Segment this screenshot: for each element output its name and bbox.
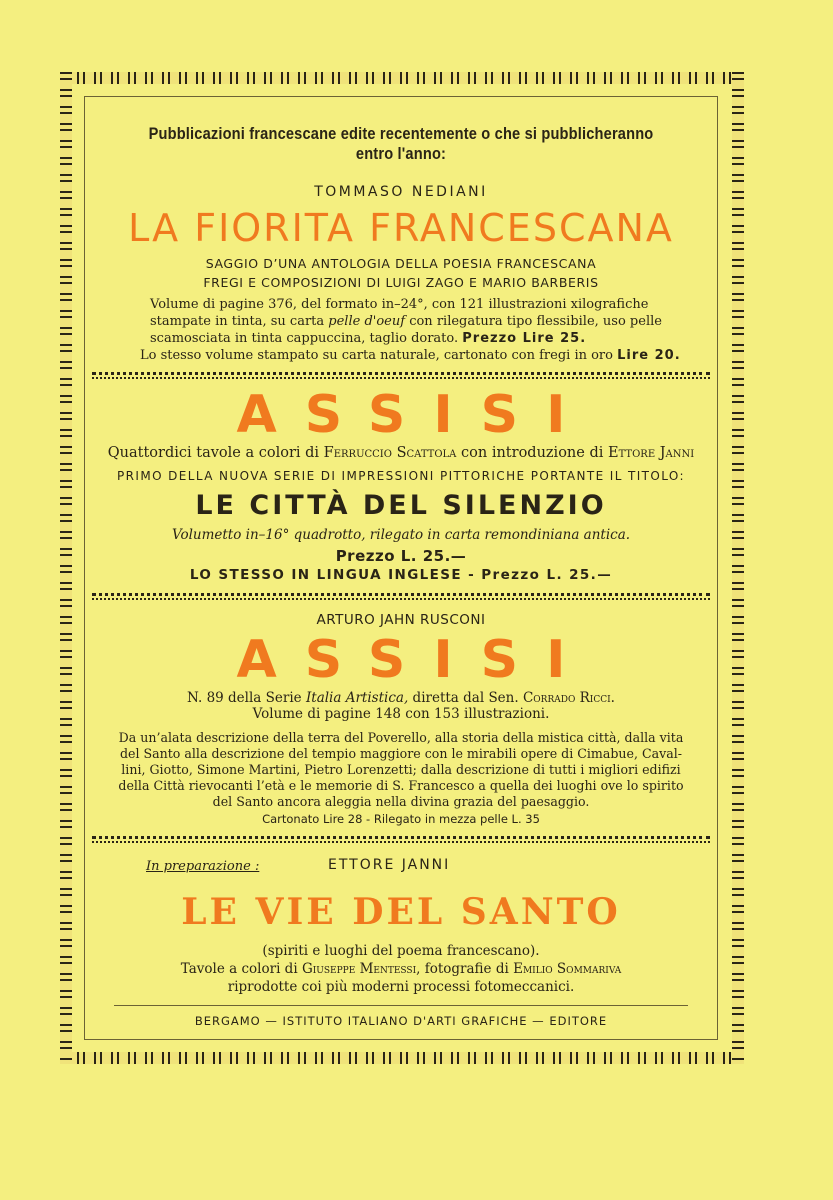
book2-format: Volumetto in–16° quadrotto, rilegato in carta remondiniana antica. xyxy=(171,527,631,543)
book1-author: TOMMASO NEDIANI xyxy=(314,184,488,200)
book4-line3: riprodotte coi più moderni processi fotomeccanici. xyxy=(227,979,575,995)
book1-desc2: stampate in tinta, su carta pelle d'oeuf con rilegatura tipo flessibile, uso pelle xyxy=(150,314,662,329)
book3-line2: Volume di pagine 148 con 153 illustrazioni. xyxy=(252,706,550,722)
book3-line1: N. 89 della Serie Italia Artistica, diretta dal Sen. Corrado Ricci. xyxy=(187,690,615,706)
book4-line2: Tavole a colori di Giuseppe Mentessi, fotografie di Emilio Sommariva xyxy=(180,961,622,977)
book3-author: ARTURO JAHN RUSCONI xyxy=(316,612,486,628)
book1-price: Prezzo Lire 25. xyxy=(462,331,587,346)
book1-desc4: Lo stesso volume stampato su carta naturale, cartonato con fregi in oro Lire 20. xyxy=(140,348,681,363)
page-header: Pubblicazioni francescane edite recentemente o che si pubblicheranno entro l'anno: xyxy=(148,124,654,163)
right-ornament-border xyxy=(732,72,744,1064)
book1-desc3: scamosciata in tinta cappuccina, taglio dorato. Prezzo Lire 25. xyxy=(150,331,587,346)
in-preparation-label: In preparazione : xyxy=(146,859,260,874)
book2-line2: PRIMO DELLA NUOVA SERIE DI IMPRESSIONI PITTORICHE PORTANTE IL TITOLO: xyxy=(117,469,685,483)
book2-english-price: LO STESSO IN LINGUA INGLESE - Prezzo L. 25.— xyxy=(189,567,613,583)
book4-author: ETTORE JANNI xyxy=(328,857,451,873)
divider xyxy=(92,593,710,596)
book1-subtitle2: FREGI E COMPOSIZIONI DI LUIGI ZAGO E MARIO BARBERIS xyxy=(203,275,599,290)
book4-line1: (spiriti e luoghi del poema francescano). xyxy=(262,943,540,959)
footer-rule xyxy=(114,1005,688,1006)
book1-desc1: Volume di pagine 376, del formato in–24°, con 121 illustrazioni xilografiche xyxy=(150,297,649,312)
divider xyxy=(92,598,710,600)
book1-price-alt: Lire 20. xyxy=(617,348,681,363)
book2-line1: Quattordici tavole a colori di Ferruccio Scattola con introduzione di Ettore Janni xyxy=(107,445,695,461)
book2-title: ASSISI xyxy=(236,385,594,445)
divider xyxy=(92,377,710,379)
divider xyxy=(92,836,710,839)
top-ornament-border xyxy=(60,72,744,84)
book3-title: ASSISI xyxy=(236,630,594,690)
book1-subtitle1: SAGGIO D’UNA ANTOLOGIA DELLA POESIA FRANCESCANA xyxy=(205,256,597,271)
book3-price: Cartonato Lire 28 - Rilegato in mezza pelle L. 35 xyxy=(262,812,540,826)
divider xyxy=(92,372,710,375)
advertisement-content xyxy=(84,96,718,1028)
left-ornament-border xyxy=(60,72,72,1064)
publisher-footer: BERGAMO — ISTITUTO ITALIANO D'ARTI GRAFICHE — EDITORE xyxy=(194,1014,608,1028)
bottom-ornament-border xyxy=(60,1052,744,1064)
book4-title: LE VIE DEL SANTO xyxy=(181,891,621,933)
book4-header xyxy=(84,857,718,879)
book3-description: Da un’alata descrizione della terra del Poverello, alla storia della mistica città, dalla vita del Santo alla descrizione del tempio maggiore con le mirabili opere di Cimabue, Caval- lini, Giotto, Simone Martini, Pietro Lorenzetti; dalla descrizione di tutti i migliori edifizi della Città rievocanti l’età e le memorie di S. Francesco a quella dei luoghi ove lo spirito del Santo ancora aleggia nella divina grazia del paesaggio. xyxy=(118,730,684,809)
book2-series-title: LE CITTÀ DEL SILENZIO xyxy=(195,490,607,521)
book1-title: LA FIORITA FRANCESCANA xyxy=(128,206,674,250)
divider xyxy=(92,841,710,843)
book2-price: Prezzo L. 25.— xyxy=(335,547,467,565)
